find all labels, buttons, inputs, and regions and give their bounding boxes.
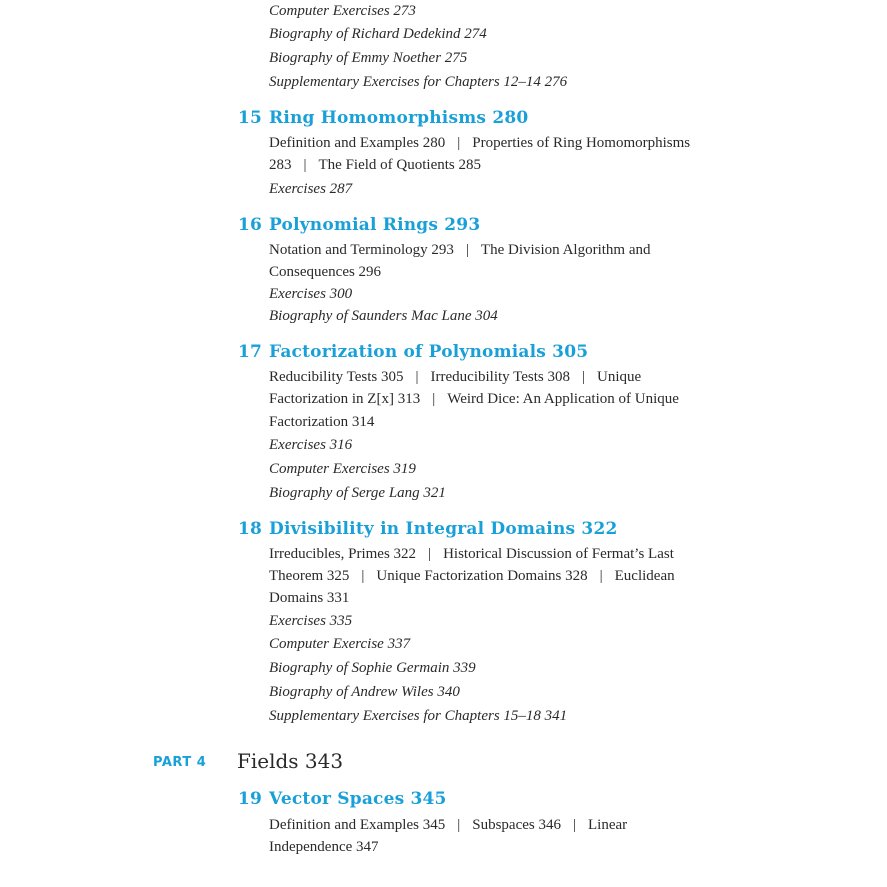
section-division-algorithm-continued[interactable]: Consequences 296: [269, 264, 382, 280]
section-irreducibility-tests[interactable]: Irreducibility Tests 308: [430, 369, 571, 385]
section-irreducibles-primes[interactable]: Irreducibles, Primes 322: [269, 546, 417, 562]
separator: |: [582, 369, 586, 385]
section-division-algorithm[interactable]: The Division Algorithm and: [480, 242, 651, 258]
section-unique-factorization-continued[interactable]: Factorization in Z[x] 313: [269, 391, 421, 407]
toc-entry-biography-noether[interactable]: Biography of Emmy Noether 275: [269, 50, 468, 66]
separator: |: [465, 242, 469, 258]
toc-sections-line: [269, 132, 690, 154]
separator: |: [303, 157, 307, 173]
section-unique-factorization[interactable]: Unique: [597, 369, 642, 385]
toc-entry-computer-exercise[interactable]: Computer Exercise 337: [269, 636, 411, 652]
toc-sections-line: [269, 239, 651, 261]
toc-entry-biography-dedekind[interactable]: Biography of Richard Dedekind 274: [269, 26, 487, 42]
toc-sections-line: [269, 154, 481, 176]
section-weird-dice[interactable]: Weird Dice: An Application of Unique: [447, 391, 679, 407]
chapter-number: 16: [238, 215, 263, 235]
toc-entry-exercises[interactable]: Exercises 300: [269, 286, 353, 302]
chapter-title: Ring Homomorphisms 280: [269, 108, 529, 128]
section-reducibility-tests[interactable]: Reducibility Tests 305: [269, 369, 404, 385]
separator: |: [599, 568, 603, 584]
section-properties-of-ring-homomorphisms[interactable]: Properties of Ring Homomorphisms: [472, 135, 691, 151]
section-unique-factorization-domains[interactable]: Unique Factorization Domains 328: [376, 568, 588, 584]
chapter-number: 17: [238, 342, 263, 362]
toc-entry-supplementary-12-14[interactable]: Supplementary Exercises for Chapters 12–14 276: [269, 74, 568, 90]
separator: |: [457, 135, 461, 151]
toc-sections-line: [269, 388, 679, 410]
chapter-heading-18[interactable]: [238, 519, 618, 539]
section-notation-and-terminology[interactable]: Notation and Terminology 293: [269, 242, 454, 258]
toc-sections-line: [269, 565, 675, 587]
chapter-number: 18: [238, 519, 263, 539]
chapter-heading-17[interactable]: [238, 342, 588, 362]
section-linear-independence-continued[interactable]: Independence 347: [269, 839, 379, 855]
part-title[interactable]: Fields 343: [237, 749, 344, 773]
toc-entry-biography-wiles[interactable]: Biography of Andrew Wiles 340: [269, 684, 460, 700]
section-fermats-last-theorem[interactable]: Historical Discussion of Fermat’s Last: [443, 546, 674, 562]
toc-sections-line: [269, 543, 674, 565]
section-euclidean-domains-continued[interactable]: Domains 331: [269, 590, 350, 606]
chapter-heading-19[interactable]: [238, 789, 447, 809]
chapter-number: 19: [238, 789, 263, 809]
toc-entry-biography-lang[interactable]: Biography of Serge Lang 321: [269, 485, 446, 501]
part-label: PART 4: [153, 755, 207, 770]
section-subspaces[interactable]: Subspaces 346: [472, 817, 561, 833]
toc-entry-computer-exercises[interactable]: Computer Exercises 273: [269, 3, 416, 19]
chapter-title: Polynomial Rings 293: [269, 215, 481, 235]
separator: |: [457, 817, 461, 833]
toc-sections-line: [269, 814, 627, 836]
section-field-of-quotients[interactable]: The Field of Quotients 285: [318, 157, 481, 173]
toc-entry-biography-germain[interactable]: Biography of Sophie Germain 339: [269, 660, 476, 676]
section-definition-and-examples[interactable]: Definition and Examples 345: [269, 817, 446, 833]
section-weird-dice-continued[interactable]: Factorization 314: [269, 414, 375, 430]
chapter-title: Factorization of Polynomials 305: [269, 342, 589, 362]
separator: |: [428, 546, 432, 562]
section-definition-and-examples[interactable]: Definition and Examples 280: [269, 135, 446, 151]
separator: |: [432, 391, 436, 407]
toc-entry-supplementary-15-18[interactable]: Supplementary Exercises for Chapters 15–18 341: [269, 708, 568, 724]
toc-entry-exercises[interactable]: Exercises 287: [269, 181, 353, 197]
toc-entry-exercises[interactable]: Exercises 316: [269, 437, 353, 453]
section-properties-page[interactable]: 283: [269, 157, 292, 173]
section-linear-independence[interactable]: Linear: [588, 817, 628, 833]
chapter-title: Vector Spaces 345: [269, 789, 447, 809]
chapter-heading-15[interactable]: [238, 108, 528, 128]
separator: |: [572, 817, 576, 833]
toc-entry-biography-mac-lane[interactable]: Biography of Saunders Mac Lane 304: [269, 308, 498, 324]
chapter-number: 15: [238, 108, 263, 128]
separator: |: [415, 369, 419, 385]
chapter-heading-16[interactable]: [238, 215, 480, 235]
chapter-title: Divisibility in Integral Domains 322: [269, 519, 618, 539]
toc-entry-computer-exercises[interactable]: Computer Exercises 319: [269, 461, 416, 477]
section-fermats-last-theorem-continued[interactable]: Theorem 325: [269, 568, 350, 584]
separator: |: [361, 568, 365, 584]
section-euclidean-domains[interactable]: Euclidean: [614, 568, 675, 584]
toc-sections-line: [269, 366, 641, 388]
toc-entry-exercises[interactable]: Exercises 335: [269, 613, 353, 629]
